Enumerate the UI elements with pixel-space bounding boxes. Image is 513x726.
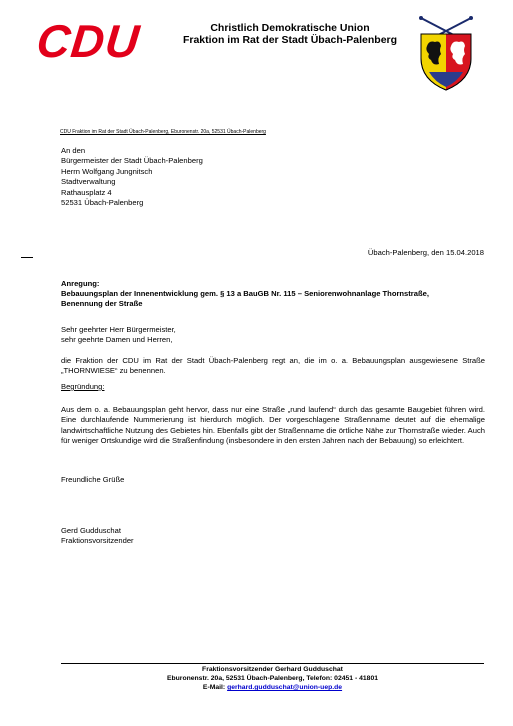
faction-name: Fraktion im Rat der Stadt Übach-Palenberg — [182, 34, 398, 46]
reason-heading: Begründung: — [61, 382, 105, 391]
body-paragraph: die Fraktion der CDU im Rat der Stadt Übach-Palenberg regt an, die im o. a. Bebauungsplan ausgewiesene Straße „THORNWIESE“ zu benennen. — [61, 356, 485, 376]
subject-block — [61, 279, 486, 310]
sender-return-line: CDU Fraktion im Rat der Stadt Übach-Palenberg, Eburonenstr. 20a, 52531 Übach-Palenberg — [60, 129, 266, 135]
fold-mark — [21, 257, 33, 258]
recipient-line: Rathausplatz 4 — [61, 187, 112, 197]
recipient-line: An den — [61, 146, 86, 155]
org-name: Christlich Demokratische Union — [210, 22, 370, 34]
signature-name: Gerd Gudduschat — [61, 526, 121, 535]
footer-line: Eburonenstr. 20a, 52531 Übach-Palenberg, Telefon: 02451 - 41801 — [166, 675, 379, 682]
cdu-logo: CDU — [34, 15, 143, 67]
closing: Freundliche Grüße — [61, 475, 125, 484]
recipient-line: Herrn Wolfgang Jungnitsch — [61, 166, 153, 176]
salutation — [61, 325, 176, 346]
salutation-line: sehr geehrte Damen und Herren, — [61, 335, 173, 345]
footer-line: Fraktionsvorsitzender Gerhard Gudduschat — [202, 666, 343, 673]
recipient-line: 52531 Übach-Palenberg — [61, 198, 144, 208]
email-label: E-Mail: — [202, 684, 226, 691]
signature-block — [61, 526, 134, 547]
date-line: Übach-Palenberg, den 15.04.2018 — [367, 248, 484, 257]
email-link[interactable]: gerhard.gudduschat@union-uep.de — [227, 684, 343, 691]
footer-email-line — [61, 684, 484, 692]
salutation-line: Sehr geehrter Herr Bürgermeister, — [61, 325, 176, 334]
coat-of-arms-crest-icon — [415, 14, 477, 92]
recipient-address — [61, 146, 203, 208]
recipient-line: Bürgermeister der Stadt Übach-Palenberg — [61, 156, 203, 166]
subject-line: Bebauungsplan der Innenentwicklung gem. § 13 a BauGB Nr. 115 – Seniorenwohnanlage Thornstraße, — [61, 289, 429, 299]
subject-line: Anregung: — [61, 279, 100, 288]
subject-line: Benennung der Straße — [61, 299, 143, 309]
signature-title: Fraktionsvorsitzender — [61, 536, 134, 546]
recipient-line: Stadtverwaltung — [61, 177, 116, 187]
reason-paragraph: Aus dem o. a. Bebauungsplan geht hervor, dass nur eine Straße „rund laufend“ durch das gesamte Baugebiet führen wird. Eine durchlaufende Nummerierung ist hierdurch möglich. Der vorgeschlagene Straßenname deutet auf die ehemalige landwirtschaftliche Nutzung des Gebietes hin. Ebenfalls gibt der Straßenname die örtliche Nähe zur Thornstraße wieder. Auch für weniger Ortskundige wird die Straßenfindung (insbesondere in den ersten Jahren nach der Bebauung) so erleichtert. — [61, 405, 485, 446]
footer-divider — [61, 663, 484, 664]
